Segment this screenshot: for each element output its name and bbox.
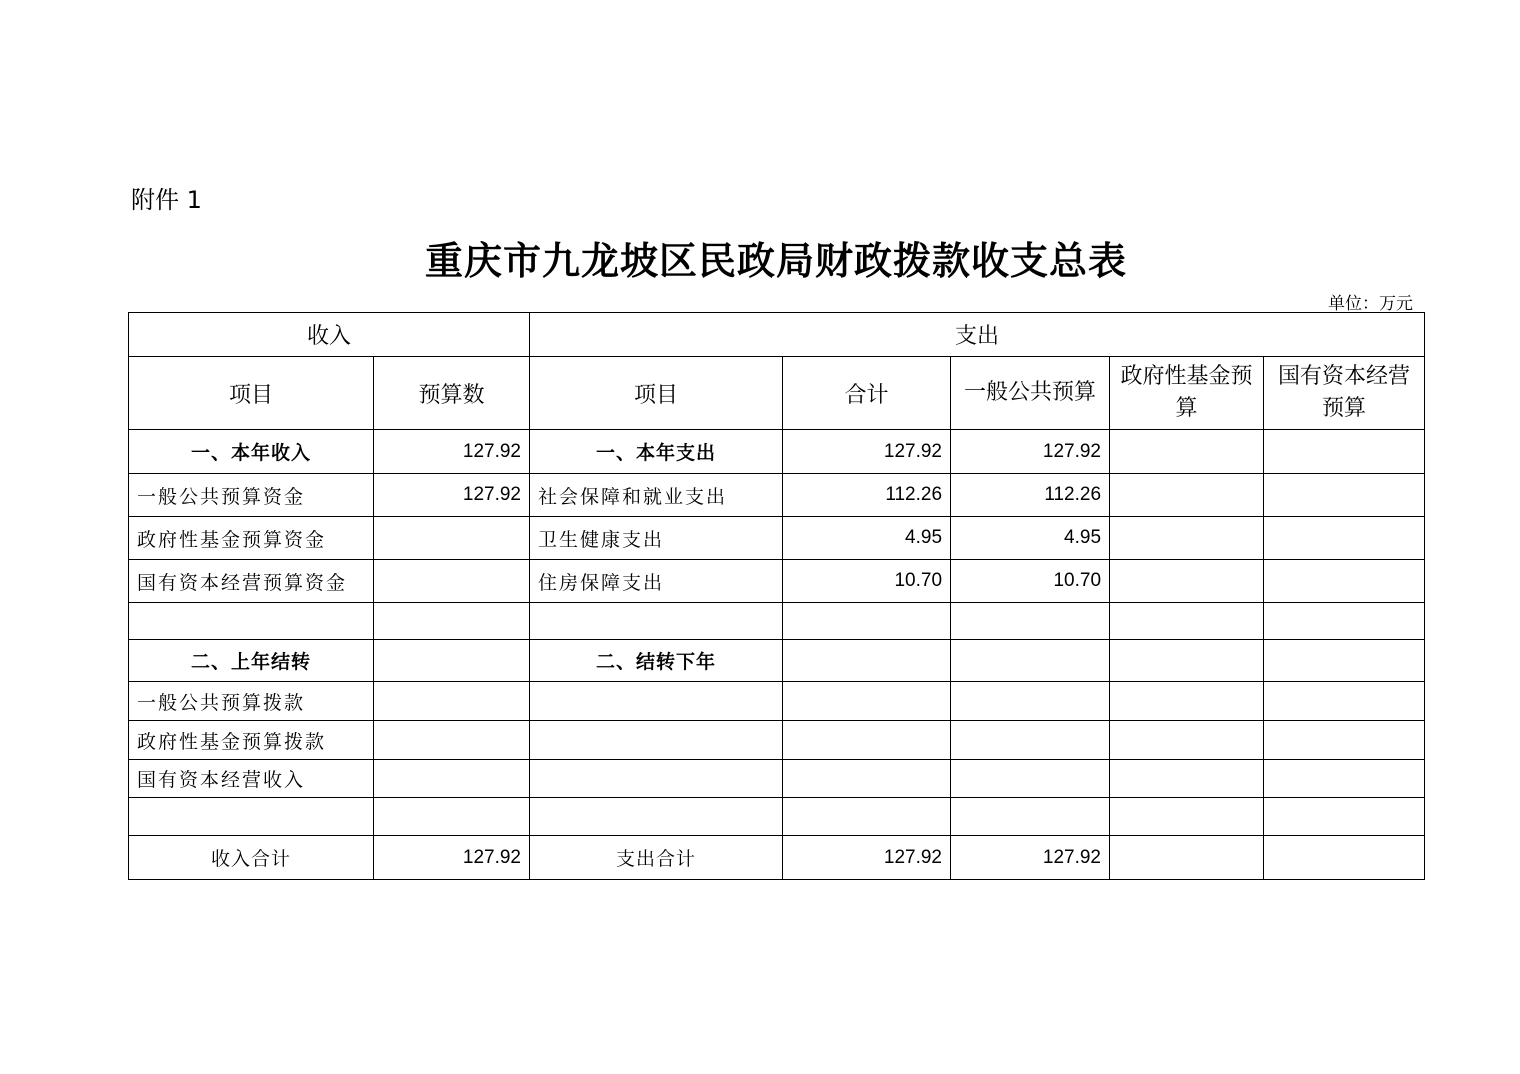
total-cell xyxy=(783,682,951,721)
income-item-cell: 政府性基金预算拨款 xyxy=(129,721,374,760)
state-capital-cell xyxy=(1264,474,1425,517)
state-capital-cell xyxy=(1264,682,1425,721)
table-row xyxy=(129,517,1425,560)
table-row xyxy=(129,430,1425,474)
gov-fund-cell xyxy=(1110,721,1264,760)
state-capital-budget-header: 国有资本经营预算 xyxy=(1264,357,1425,430)
total-cell: 127.92 xyxy=(783,836,951,880)
total-cell xyxy=(783,721,951,760)
state-capital-cell xyxy=(1264,760,1425,798)
income-header: 收入 xyxy=(129,313,530,357)
expense-header: 支出 xyxy=(530,313,1425,357)
table-row xyxy=(129,721,1425,760)
totals-row xyxy=(129,836,1425,880)
expense-item-cell xyxy=(530,682,783,721)
income-item-cell: 一般公共预算拨款 xyxy=(129,682,374,721)
total-cell: 112.26 xyxy=(783,474,951,517)
gov-fund-cell xyxy=(1110,836,1264,880)
gov-fund-cell xyxy=(1110,517,1264,560)
table-subheader-row xyxy=(129,357,1425,430)
table-row xyxy=(129,760,1425,798)
income-budget-cell xyxy=(374,640,530,682)
general-budget-cell: 112.26 xyxy=(951,474,1110,517)
table-row xyxy=(129,474,1425,517)
state-capital-cell xyxy=(1264,603,1425,640)
general-budget-cell: 4.95 xyxy=(951,517,1110,560)
state-capital-cell xyxy=(1264,836,1425,880)
general-budget-cell xyxy=(951,640,1110,682)
expense-item-cell xyxy=(530,721,783,760)
income-budget-cell xyxy=(374,517,530,560)
income-budget-cell xyxy=(374,560,530,603)
income-item-header: 项目 xyxy=(129,357,374,430)
income-budget-cell xyxy=(374,682,530,721)
page-title: 重庆市九龙坡区民政局财政拨款收支总表 xyxy=(424,238,1127,283)
gov-fund-cell xyxy=(1110,560,1264,603)
expense-item-cell: 住房保障支出 xyxy=(530,560,783,603)
income-item-cell: 二、上年结转 xyxy=(129,640,374,682)
income-total-label: 收入合计 xyxy=(129,836,374,880)
general-budget-cell xyxy=(951,798,1110,836)
total-cell: 127.92 xyxy=(783,430,951,474)
total-cell: 10.70 xyxy=(783,560,951,603)
expense-item-cell: 卫生健康支出 xyxy=(530,517,783,560)
gov-fund-cell xyxy=(1110,640,1264,682)
total-cell: 4.95 xyxy=(783,517,951,560)
gov-fund-cell xyxy=(1110,760,1264,798)
income-budget-cell: 127.92 xyxy=(374,430,530,474)
general-budget-cell: 127.92 xyxy=(951,836,1110,880)
table-row xyxy=(129,560,1425,603)
expense-item-cell xyxy=(530,798,783,836)
budget-summary-table xyxy=(128,312,1425,880)
income-budget-cell xyxy=(374,760,530,798)
expense-total-label: 支出合计 xyxy=(530,836,783,880)
income-budget-cell: 127.92 xyxy=(374,474,530,517)
state-capital-cell xyxy=(1264,430,1425,474)
gov-fund-cell xyxy=(1110,474,1264,517)
income-budget-cell xyxy=(374,798,530,836)
expense-item-cell: 二、结转下年 xyxy=(530,640,783,682)
income-budget-header: 预算数 xyxy=(374,357,530,430)
income-item-cell xyxy=(129,603,374,640)
total-cell xyxy=(783,760,951,798)
general-budget-header: 一般公共预算 xyxy=(951,357,1110,430)
income-item-cell: 国有资本经营收入 xyxy=(129,760,374,798)
general-budget-cell: 127.92 xyxy=(951,430,1110,474)
table-row xyxy=(129,682,1425,721)
total-cell xyxy=(783,603,951,640)
income-item-cell: 国有资本经营预算资金 xyxy=(129,560,374,603)
gov-fund-cell xyxy=(1110,603,1264,640)
table-header-row xyxy=(129,313,1425,357)
gov-fund-cell xyxy=(1110,430,1264,474)
income-total-value: 127.92 xyxy=(374,836,530,880)
gov-fund-budget-header: 政府性基金预算 xyxy=(1110,357,1264,430)
total-cell xyxy=(783,798,951,836)
income-item-cell: 一般公共预算资金 xyxy=(129,474,374,517)
general-budget-cell xyxy=(951,603,1110,640)
general-budget-cell xyxy=(951,721,1110,760)
state-capital-cell xyxy=(1264,798,1425,836)
expense-item-cell xyxy=(530,603,783,640)
general-budget-cell xyxy=(951,682,1110,721)
gov-fund-cell xyxy=(1110,798,1264,836)
state-capital-cell xyxy=(1264,517,1425,560)
income-item-cell xyxy=(129,798,374,836)
table-row xyxy=(129,798,1425,836)
gov-fund-cell xyxy=(1110,682,1264,721)
expense-item-cell xyxy=(530,760,783,798)
expense-item-cell: 社会保障和就业支出 xyxy=(530,474,783,517)
state-capital-cell xyxy=(1264,560,1425,603)
state-capital-cell xyxy=(1264,640,1425,682)
attachment-label: 附件 1 xyxy=(131,186,202,214)
table-row xyxy=(129,603,1425,640)
income-budget-cell xyxy=(374,721,530,760)
total-cell xyxy=(783,640,951,682)
table-row xyxy=(129,640,1425,682)
income-item-cell: 一、本年收入 xyxy=(129,430,374,474)
total-header: 合计 xyxy=(783,357,951,430)
general-budget-cell: 10.70 xyxy=(951,560,1110,603)
expense-item-cell: 一、本年支出 xyxy=(530,430,783,474)
general-budget-cell xyxy=(951,760,1110,798)
expense-item-header: 项目 xyxy=(530,357,783,430)
unit-label: 单位：万元 xyxy=(1328,294,1413,314)
state-capital-cell xyxy=(1264,721,1425,760)
income-item-cell: 政府性基金预算资金 xyxy=(129,517,374,560)
income-budget-cell xyxy=(374,603,530,640)
